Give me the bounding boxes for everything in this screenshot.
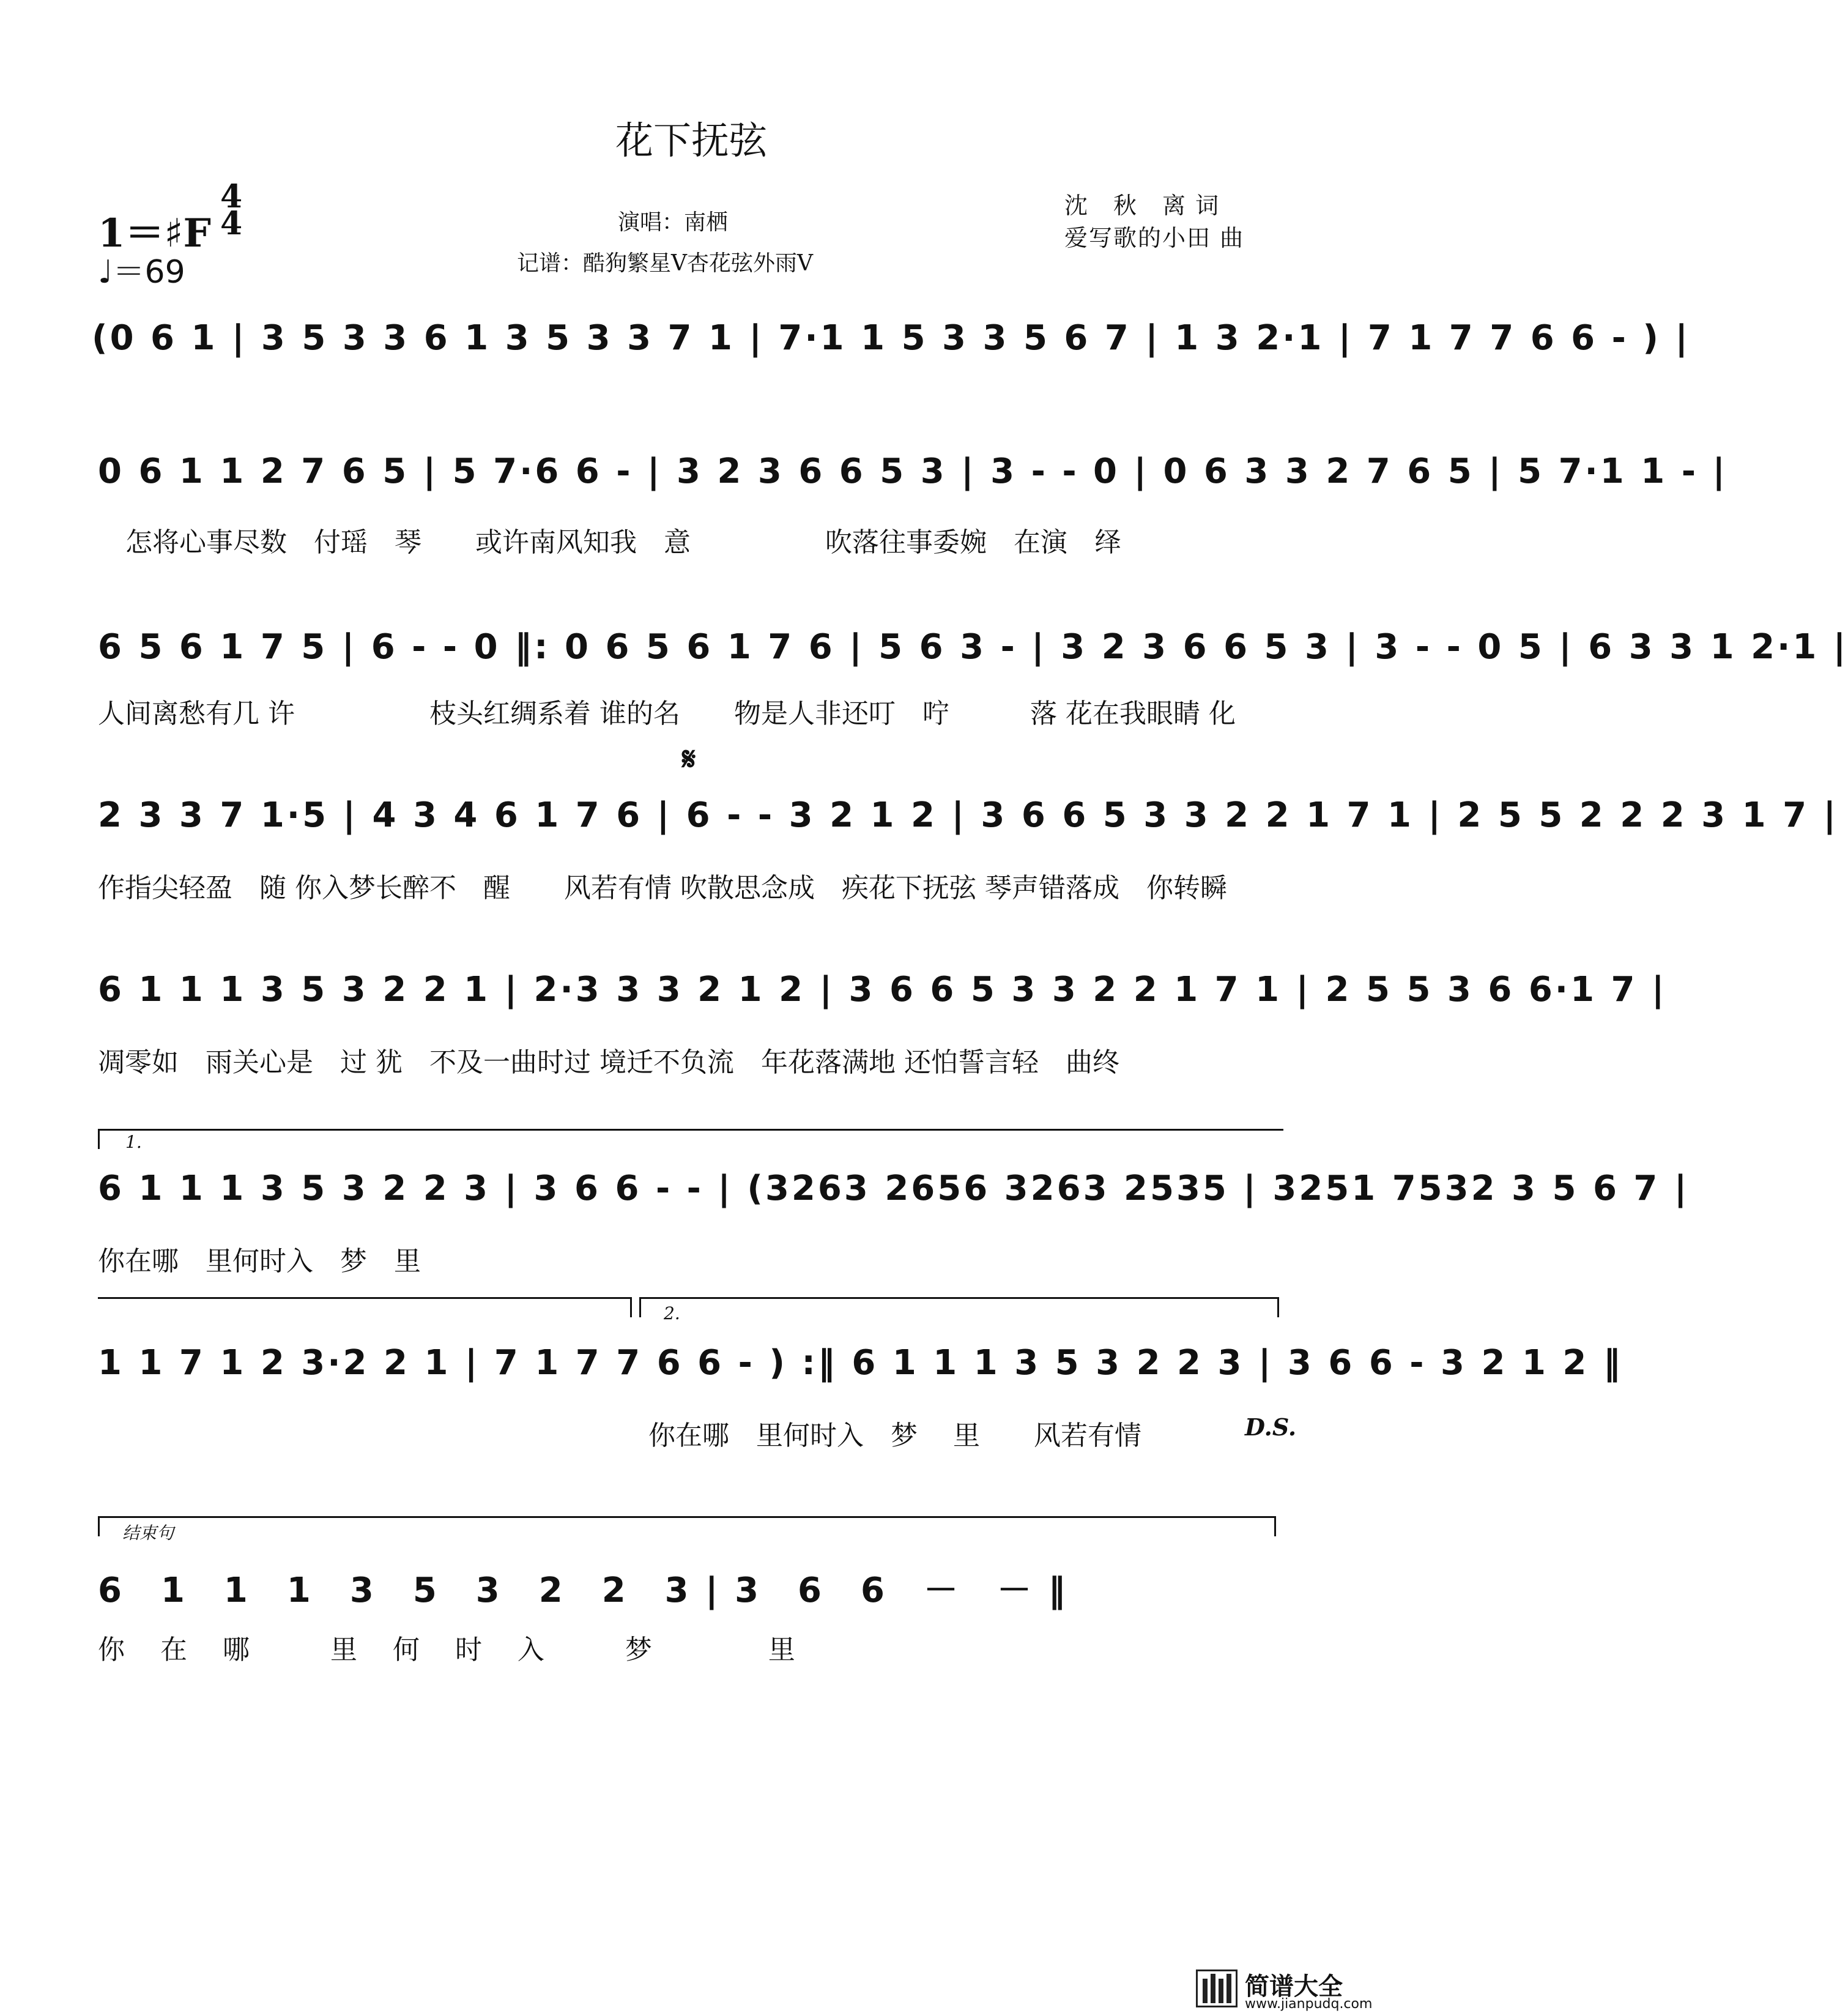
second-ending-bracket xyxy=(639,1297,1279,1317)
time-signature-bottom: 4 xyxy=(220,205,243,242)
composer-credit: 爱写歌的小田 曲 xyxy=(1064,225,1245,251)
site-name: 简谱大全 xyxy=(1245,1973,1343,2001)
lyrics-line-7: 你在哪 里何时入 梦 里 风若有情 xyxy=(648,1420,1141,1451)
song-title: 花下抚弦 xyxy=(615,118,767,163)
dal-segno-mark: D.S. xyxy=(1245,1413,1297,1441)
time-signature xyxy=(220,178,243,242)
first-ending-bracket xyxy=(98,1129,1283,1149)
notation-line-2: 0 6 1 1 2 7 6 5 | 5 7·6 6 - | 3 2 3 6 6 5 3 | 3 - - 0 | 0 6 3 3 2 7 6 5 | 5 7·1 1 - | xyxy=(98,452,1727,491)
segno-sign: 𝄋 xyxy=(682,740,696,778)
lyrics-line-6: 你在哪 里何时入 梦 里 xyxy=(98,1246,421,1277)
notation-line-6: 6 1 1 1 3 5 3 2 2 3 | 3 6 6 - - | (3263 2656 3263 2535 | 3251 7532 3 5 6 7 | xyxy=(98,1169,1690,1208)
notation-line-7: 1 1 7 1 2 3·2 2 1 | 7 1 7 7 6 6 - ) :‖ 6 1 1 1 3 5 3 2 2 3 | 3 6 6 - 3 2 1 2 ‖ xyxy=(98,1343,1623,1383)
singer-credit: 演唱：南栖 xyxy=(618,210,729,235)
transcriber-credit: 记谱：酷狗繁星V杏花弦外雨V xyxy=(517,251,813,276)
notation-line-8: 6 1 1 1 3 5 3 2 2 3 | 3 6 6 － － ‖ xyxy=(98,1571,1068,1610)
notation-line-5: 6 1 1 1 3 5 3 2 2 1 | 2·3 3 3 2 1 2 | 3 6 6 5 3 3 2 2 1 7 1 | 2 5 5 3 6 6·1 7 | xyxy=(98,970,1667,1010)
site-logo xyxy=(1196,1967,1379,2011)
lyricist-credit: 沈 秋 离 词 xyxy=(1064,192,1220,219)
tempo-mark: ♩＝69 xyxy=(98,254,185,291)
time-signature-top: 4 xyxy=(220,178,243,215)
ending-bracket xyxy=(98,1516,1276,1536)
lyrics-line-5: 凋零如 雨关心是 过 犹 不及一曲时过 境迁不负流 年花落满地 还怕誓言轻 曲终 xyxy=(98,1047,1119,1078)
lyrics-line-8: 你 在 哪 里 何 时 入 梦 里 xyxy=(98,1634,795,1665)
key-signature: 1＝♯F xyxy=(98,210,211,256)
notation-line-3: 6 5 6 1 7 5 | 6 - - 0 ‖: 0 6 5 6 1 7 6 | 5 6 3 - | 3 2 3 6 6 5 3 | 3 - - 0 5 | 6 3 3 1 2·1 | xyxy=(98,627,1848,667)
piano-keys-icon xyxy=(1196,1970,1238,2007)
site-url: www.jianpudq.com xyxy=(1245,1996,1373,2012)
lyrics-line-3: 人间离愁有几 许 枝头红绸系着 谁的名 物是人非还叮 咛 落 花在我眼睛 化 xyxy=(98,698,1236,729)
notation-line-4: 2 3 3 7 1·5 | 4 3 4 6 1 7 6 | 6 - - 3 2 1 2 | 3 6 6 5 3 3 2 2 1 7 1 | 2 5 5 2 2 2 3 1 7 | xyxy=(98,795,1839,835)
first-ending-label: 1. xyxy=(125,1132,142,1152)
first-ending-bracket-end xyxy=(98,1297,632,1317)
ending-label: 结束句 xyxy=(122,1523,174,1543)
lyrics-line-2: 怎将心事尽数 付瑶 琴 或许南风知我 意 吹落往事委婉 在演 绎 xyxy=(125,527,1121,558)
lyrics-line-4: 作指尖轻盈 随 你入梦长醉不 醒 风若有情 吹散思念成 疾花下抚弦 琴声错落成 你转瞬 xyxy=(98,872,1227,904)
second-ending-label: 2. xyxy=(664,1303,680,1323)
notation-line-1: (0 6 1 | 3 5 3 3 6 1 3 5 3 3 7 1 | 7·1 1 5 3 3 5 6 7 | 1 3 2·1 | 7 1 7 7 6 6 - ) | xyxy=(92,318,1690,358)
